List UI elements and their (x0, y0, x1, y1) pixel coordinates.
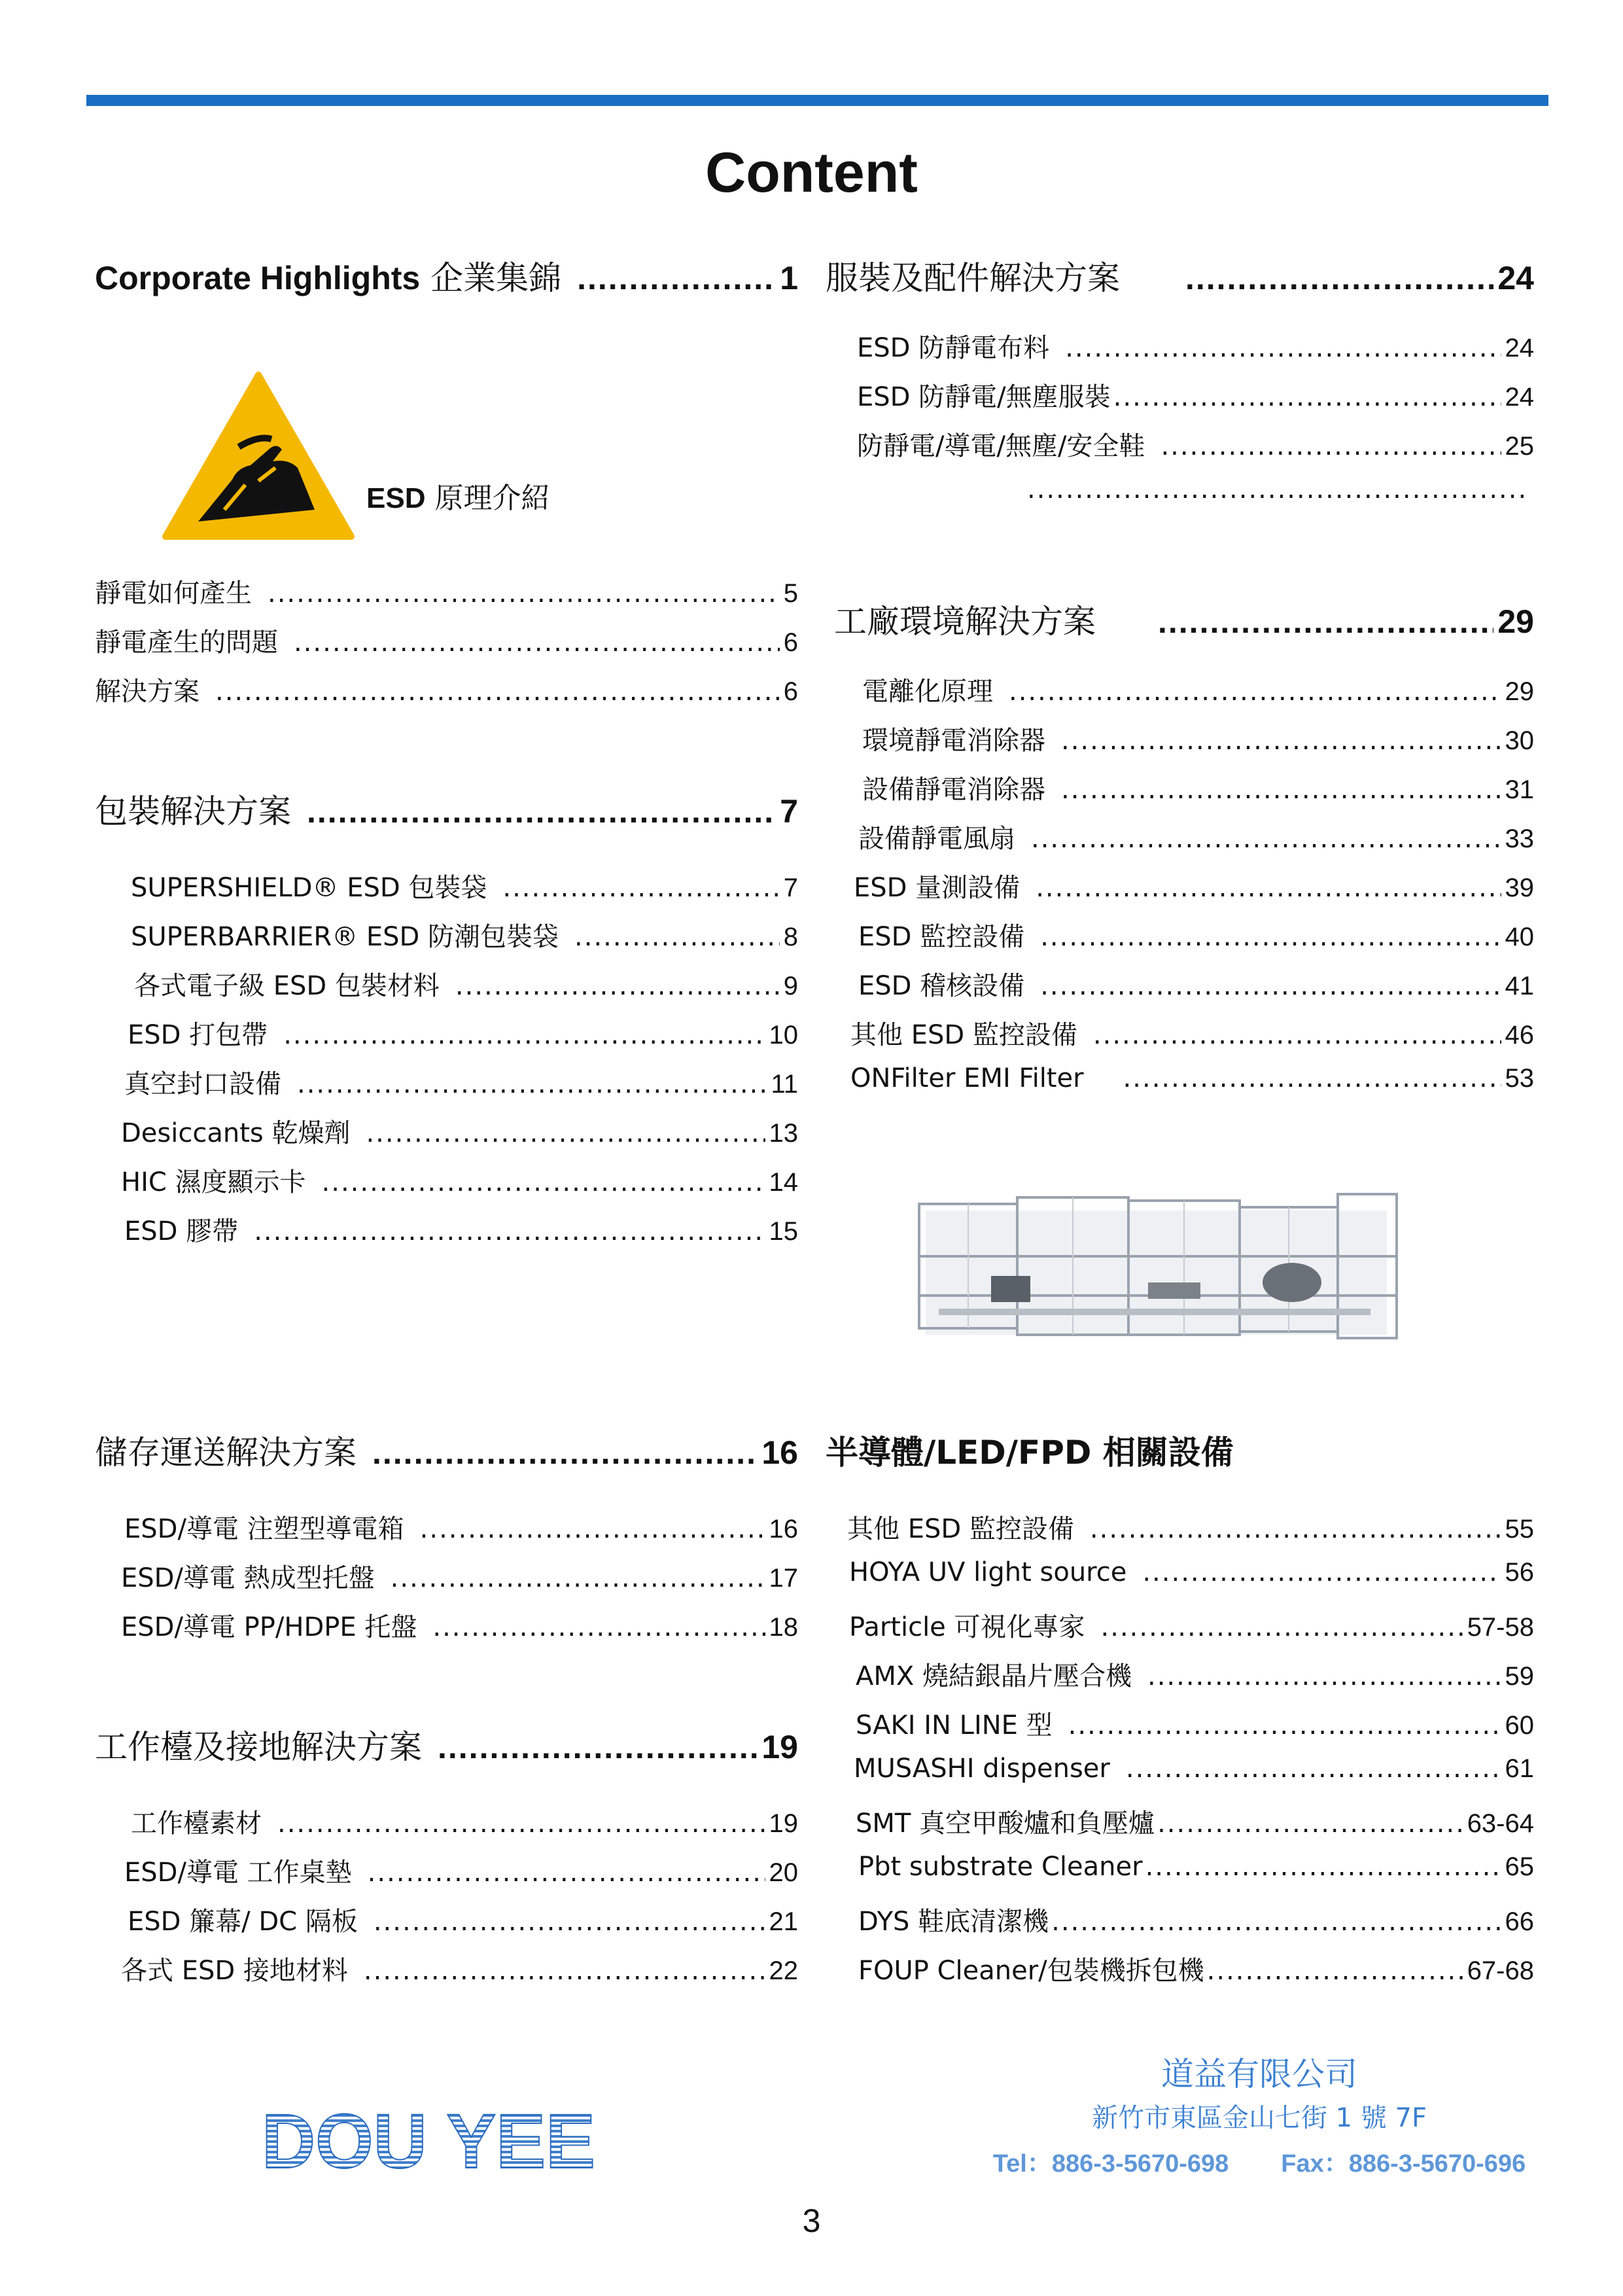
toc-page-number: 8 (783, 923, 798, 951)
toc-entry[interactable] (131, 1803, 798, 1841)
toc-entry-label: Desiccants 乾燥劑 (121, 1118, 351, 1148)
dot-leader (307, 792, 776, 830)
toc-page-number: 6 (783, 677, 798, 706)
dot-leader (1126, 1754, 1501, 1784)
toc-heading-storage[interactable] (95, 1426, 798, 1472)
toc-entry-continuation (1027, 474, 1534, 512)
toc-entry[interactable] (862, 720, 1534, 758)
dot-leader (368, 1858, 765, 1888)
toc-entry[interactable] (857, 425, 1534, 463)
toc-heading-label: 儲存運送解決方案 (95, 1434, 357, 1472)
toc-entry[interactable] (857, 376, 1534, 414)
toc-entry-label: ESD 監控設備 (858, 922, 1025, 952)
toc-entry[interactable] (849, 1557, 1534, 1595)
toc-page-number: 67-68 (1467, 1956, 1534, 1985)
toc-page-number: 60 (1505, 1711, 1534, 1740)
toc-entry[interactable] (854, 1754, 1534, 1792)
toc-entry-label: Pbt substrate Cleaner (858, 1852, 1143, 1882)
toc-entry-label: SUPERSHIELD® ESD 包裝袋 (131, 873, 487, 903)
toc-entry[interactable] (95, 622, 798, 660)
toc-page-number: 14 (769, 1168, 798, 1197)
toc-entry-label: MUSASHI dispenser (854, 1754, 1110, 1784)
toc-page-number: 29 (1505, 677, 1534, 706)
toc-page-number: 21 (769, 1907, 798, 1936)
company-name: 道益有限公司 (1161, 2055, 1357, 2093)
toc-entry-label: ESD 打包帶 (128, 1020, 268, 1050)
toc-page-number: 24 (1497, 260, 1534, 296)
dot-leader (1147, 1661, 1501, 1691)
toc-heading-workbench[interactable] (95, 1721, 798, 1767)
dot-leader (1040, 971, 1501, 1001)
company-address: 新竹市東區金山七街 1 號 7F (1091, 2103, 1427, 2133)
toc-page-number: 20 (769, 1858, 798, 1887)
dot-leader (1145, 1852, 1501, 1882)
dou-yee-logo (258, 2104, 599, 2176)
toc-entry-label: ESD/導電 注塑型導電箱 (124, 1514, 404, 1544)
toc-entry[interactable] (854, 867, 1534, 905)
toc-entry[interactable] (124, 1508, 798, 1546)
toc-entry[interactable] (124, 1852, 798, 1890)
toc-page-number: 9 (783, 972, 798, 1000)
toc-entry-label: FOUP Cleaner/包裝機拆包機 (858, 1956, 1204, 1986)
toc-entry[interactable] (856, 1803, 1534, 1841)
toc-entry[interactable] (121, 1112, 798, 1150)
toc-page-number: 10 (769, 1021, 798, 1050)
toc-entry-label: ESD 簾幕/ DC 隔板 (128, 1907, 358, 1937)
dot-leader (366, 1118, 765, 1148)
dot-leader (1065, 333, 1501, 363)
toc-heading-apparel[interactable] (826, 252, 1534, 298)
dot-leader (1113, 382, 1501, 412)
toc-entry[interactable] (858, 1852, 1534, 1890)
company-fax: Fax：886-3-5670-696 (1281, 2150, 1526, 2178)
page-number: 3 (802, 2202, 821, 2239)
dot-leader (1123, 1063, 1501, 1093)
corporate-label-en: Corporate Highlights (95, 260, 421, 296)
toc-entry[interactable] (847, 1508, 1534, 1546)
toc-entry-label: ESD 量測設備 (854, 873, 1021, 903)
toc-entry[interactable] (858, 818, 1534, 856)
toc-page-number: 31 (1505, 775, 1534, 804)
toc-page-number: 24 (1505, 334, 1534, 362)
toc-entry[interactable] (858, 916, 1534, 954)
toc-entry-label: ONFilter EMI Filter (850, 1063, 1084, 1093)
dot-leader (502, 873, 779, 903)
toc-entry-label: 靜電如何產生 (95, 578, 252, 609)
toc-entry-label: 其他 ESD 監控設備 (847, 1514, 1074, 1544)
toc-entry[interactable] (858, 965, 1534, 1003)
dot-leader (391, 1563, 765, 1593)
toc-page-number: 16 (769, 1515, 798, 1544)
toc-page-number: 25 (1505, 432, 1534, 461)
toc-entry[interactable] (856, 1655, 1534, 1693)
toc-entry-label: 各式 ESD 接地材料 (121, 1956, 348, 1986)
toc-entry[interactable] (858, 1950, 1534, 1988)
toc-page-number: 59 (1505, 1662, 1534, 1691)
toc-page-number: 53 (1505, 1064, 1534, 1093)
toc-entry-label: 其他 ESD 監控設備 (850, 1020, 1077, 1050)
toc-entry[interactable] (131, 867, 798, 905)
dot-leader (1161, 431, 1501, 461)
toc-entry-label: 真空封口設備 (124, 1069, 281, 1099)
svg-text:DOU YEE: DOU YEE (262, 2104, 595, 2176)
toc-entry[interactable] (95, 573, 798, 610)
toc-entry[interactable] (121, 1161, 798, 1199)
toc-entry[interactable] (849, 1606, 1534, 1644)
dot-leader (297, 1069, 767, 1099)
toc-page-number: 11 (771, 1070, 798, 1099)
toc-page-number: 7 (783, 874, 798, 902)
toc-entry-label: 解決方案 (95, 677, 200, 707)
toc-page-number: 17 (769, 1564, 798, 1593)
esd-caption-prefix: ESD (366, 482, 426, 514)
toc-entry-label: ESD 膠帶 (124, 1216, 239, 1246)
dot-leader (1009, 677, 1501, 707)
toc-entry[interactable] (124, 1063, 798, 1101)
toc-entry[interactable] (134, 965, 798, 1003)
company-tel: Tel：886-3-5670-698 (992, 2150, 1229, 2178)
toc-page-number: 63-64 (1467, 1809, 1534, 1838)
toc-page-number: 1 (780, 260, 798, 296)
dot-leader (574, 922, 780, 952)
toc-entry[interactable] (128, 1901, 798, 1939)
corporate-label-zh: 企業集錦 (420, 259, 562, 297)
toc-entry[interactable] (850, 1063, 1534, 1101)
toc-entry-label: 防靜電/導電/無塵/安全鞋 (857, 431, 1145, 461)
toc-page-number: 5 (783, 579, 798, 608)
toc-entry-label: HOYA UV light source (849, 1557, 1127, 1587)
toc-entry[interactable] (858, 1901, 1534, 1939)
dot-leader (1101, 1612, 1463, 1642)
toc-entry-label: 靜電產生的問題 (95, 627, 278, 658)
toc-entry-label: 工作檯素材 (131, 1809, 262, 1839)
toc-entry-label: ESD/導電 工作桌墊 (124, 1858, 352, 1888)
dot-leader (432, 1612, 765, 1642)
toc-page-number: 19 (769, 1809, 798, 1838)
top-accent-bar (86, 95, 1548, 106)
toc-entry-label: Particle 可視化專家 (849, 1612, 1085, 1642)
toc-page-number: 15 (769, 1217, 798, 1246)
toc-page-number: 56 (1505, 1558, 1534, 1587)
toc-entry-label: 各式電子級 ESD 包裝材料 (134, 971, 440, 1001)
toc-page-number: 24 (1505, 383, 1534, 412)
toc-page-number: 7 (780, 793, 798, 830)
toc-page-number: 33 (1505, 824, 1534, 853)
dot-leader (420, 1514, 765, 1544)
toc-page-number: 18 (769, 1613, 798, 1642)
toc-entry-label: ESD 稽核設備 (858, 971, 1025, 1001)
toc-entry[interactable] (95, 671, 798, 709)
toc-page-number: 55 (1505, 1515, 1534, 1544)
toc-entry-label: SAKI IN LINE 型 (856, 1710, 1053, 1740)
toc-entry[interactable] (124, 1210, 798, 1248)
dot-leader (1051, 1907, 1501, 1937)
dot-leader (268, 578, 780, 609)
toc-page-number: 13 (769, 1119, 798, 1148)
toc-heading-label: 工作檯及接地解決方案 (95, 1728, 422, 1766)
dot-leader (1061, 726, 1501, 756)
toc-entry-label: DYS 鞋底清潔機 (858, 1907, 1049, 1937)
toc-entry[interactable] (862, 671, 1534, 709)
toc-entry-label: 電離化原理 (862, 677, 993, 707)
toc-heading-label: 工廠環境解決方案 (834, 603, 1096, 641)
toc-entry[interactable] (128, 1014, 798, 1052)
dot-leader (1185, 259, 1493, 297)
dot-leader (1093, 1020, 1501, 1050)
toc-entry[interactable] (121, 1557, 798, 1595)
dot-leader (1090, 1514, 1501, 1544)
dot-leader (1068, 1710, 1501, 1740)
toc-entry[interactable] (850, 1014, 1534, 1052)
dot-leader (215, 677, 780, 707)
toc-entry[interactable] (131, 916, 798, 954)
dot-leader (374, 1907, 765, 1937)
dot-leader (254, 1216, 765, 1246)
dot-leader (577, 259, 776, 297)
esd-section-caption (366, 474, 550, 516)
toc-entry-label: ESD 防靜電/無塵服裝 (857, 382, 1111, 412)
toc-entry[interactable] (856, 1704, 1534, 1742)
toc-entry-label: 環境靜電消除器 (862, 726, 1045, 756)
toc-entry-label: HIC 濕度顯示卡 (121, 1167, 306, 1197)
toc-entry-label: 設備靜電消除器 (862, 775, 1045, 805)
toc-page-number: 29 (1497, 603, 1534, 640)
dot-leader (1207, 1956, 1463, 1986)
toc-page-number: 16 (761, 1434, 798, 1471)
dot-leader (1157, 1809, 1463, 1839)
dot-leader (1158, 603, 1493, 641)
toc-page-number: 61 (1505, 1754, 1534, 1783)
toc-entry[interactable] (121, 1950, 798, 1988)
toc-heading-label: 半導體/LED/FPD 相關設備 (826, 1434, 1234, 1472)
dot-leader (1061, 775, 1501, 805)
dot-leader (1040, 922, 1501, 952)
dot-leader (372, 1434, 758, 1472)
toc-entry[interactable] (862, 769, 1534, 807)
toc-heading-corporate[interactable] (95, 252, 798, 298)
dot-leader (1142, 1557, 1501, 1587)
esd-warning-icon (160, 370, 357, 543)
toc-entry[interactable] (121, 1606, 798, 1644)
dot-leader (277, 1809, 765, 1839)
toc-page-number: 22 (769, 1956, 798, 1985)
esd-caption-text: 原理介紹 (425, 482, 550, 515)
dot-leader (455, 971, 780, 1001)
toc-heading-label (95, 252, 561, 299)
toc-entry[interactable] (857, 327, 1534, 365)
toc-page-number: 65 (1505, 1852, 1534, 1881)
toc-entry-label: ESD 防靜電布料 (857, 333, 1050, 363)
company-contact (850, 2143, 1623, 2179)
dot-leader (1031, 824, 1501, 854)
page-title: Content (705, 141, 918, 204)
dot-leader (364, 1956, 765, 1986)
toc-entry-label: ESD/導電 PP/HDPE 托盤 (121, 1612, 417, 1642)
toc-page-number: 40 (1505, 923, 1534, 951)
toc-page-number: 46 (1505, 1021, 1534, 1050)
toc-page-number: 30 (1505, 726, 1534, 755)
toc-heading-factory[interactable] (834, 595, 1534, 641)
dot-leader (294, 627, 780, 658)
dot-leader (438, 1728, 758, 1766)
toc-heading-semi[interactable] (826, 1426, 1534, 1472)
toc-heading-label: 包裝解決方案 (95, 792, 291, 830)
toc-page-number: 39 (1505, 874, 1534, 902)
toc-entry-label: SUPERBARRIER® ESD 防潮包裝袋 (131, 922, 559, 952)
toc-heading-label: 服裝及配件解決方案 (826, 259, 1120, 297)
dot-leader (322, 1167, 765, 1197)
dot-leader (1036, 873, 1501, 903)
toc-entry-label: SMT 真空甲酸爐和負壓爐 (856, 1809, 1155, 1839)
toc-entry-label: 設備靜電風扇 (858, 824, 1015, 854)
dot-leader (1027, 474, 1530, 504)
toc-entry-label: AMX 燒結銀晶片壓合機 (856, 1661, 1132, 1691)
toc-page-number: 57-58 (1467, 1613, 1534, 1642)
toc-page-number: 41 (1505, 972, 1534, 1000)
toc-heading-packaging[interactable] (95, 785, 798, 831)
toc-page-number: 19 (761, 1729, 798, 1765)
toc-entry-label: ESD/導電 熱成型托盤 (121, 1563, 375, 1593)
dot-leader (283, 1020, 765, 1050)
toc-page-number: 6 (783, 628, 798, 657)
cleanroom-equipment-photo (913, 1184, 1400, 1364)
toc-page-number: 66 (1505, 1907, 1534, 1936)
